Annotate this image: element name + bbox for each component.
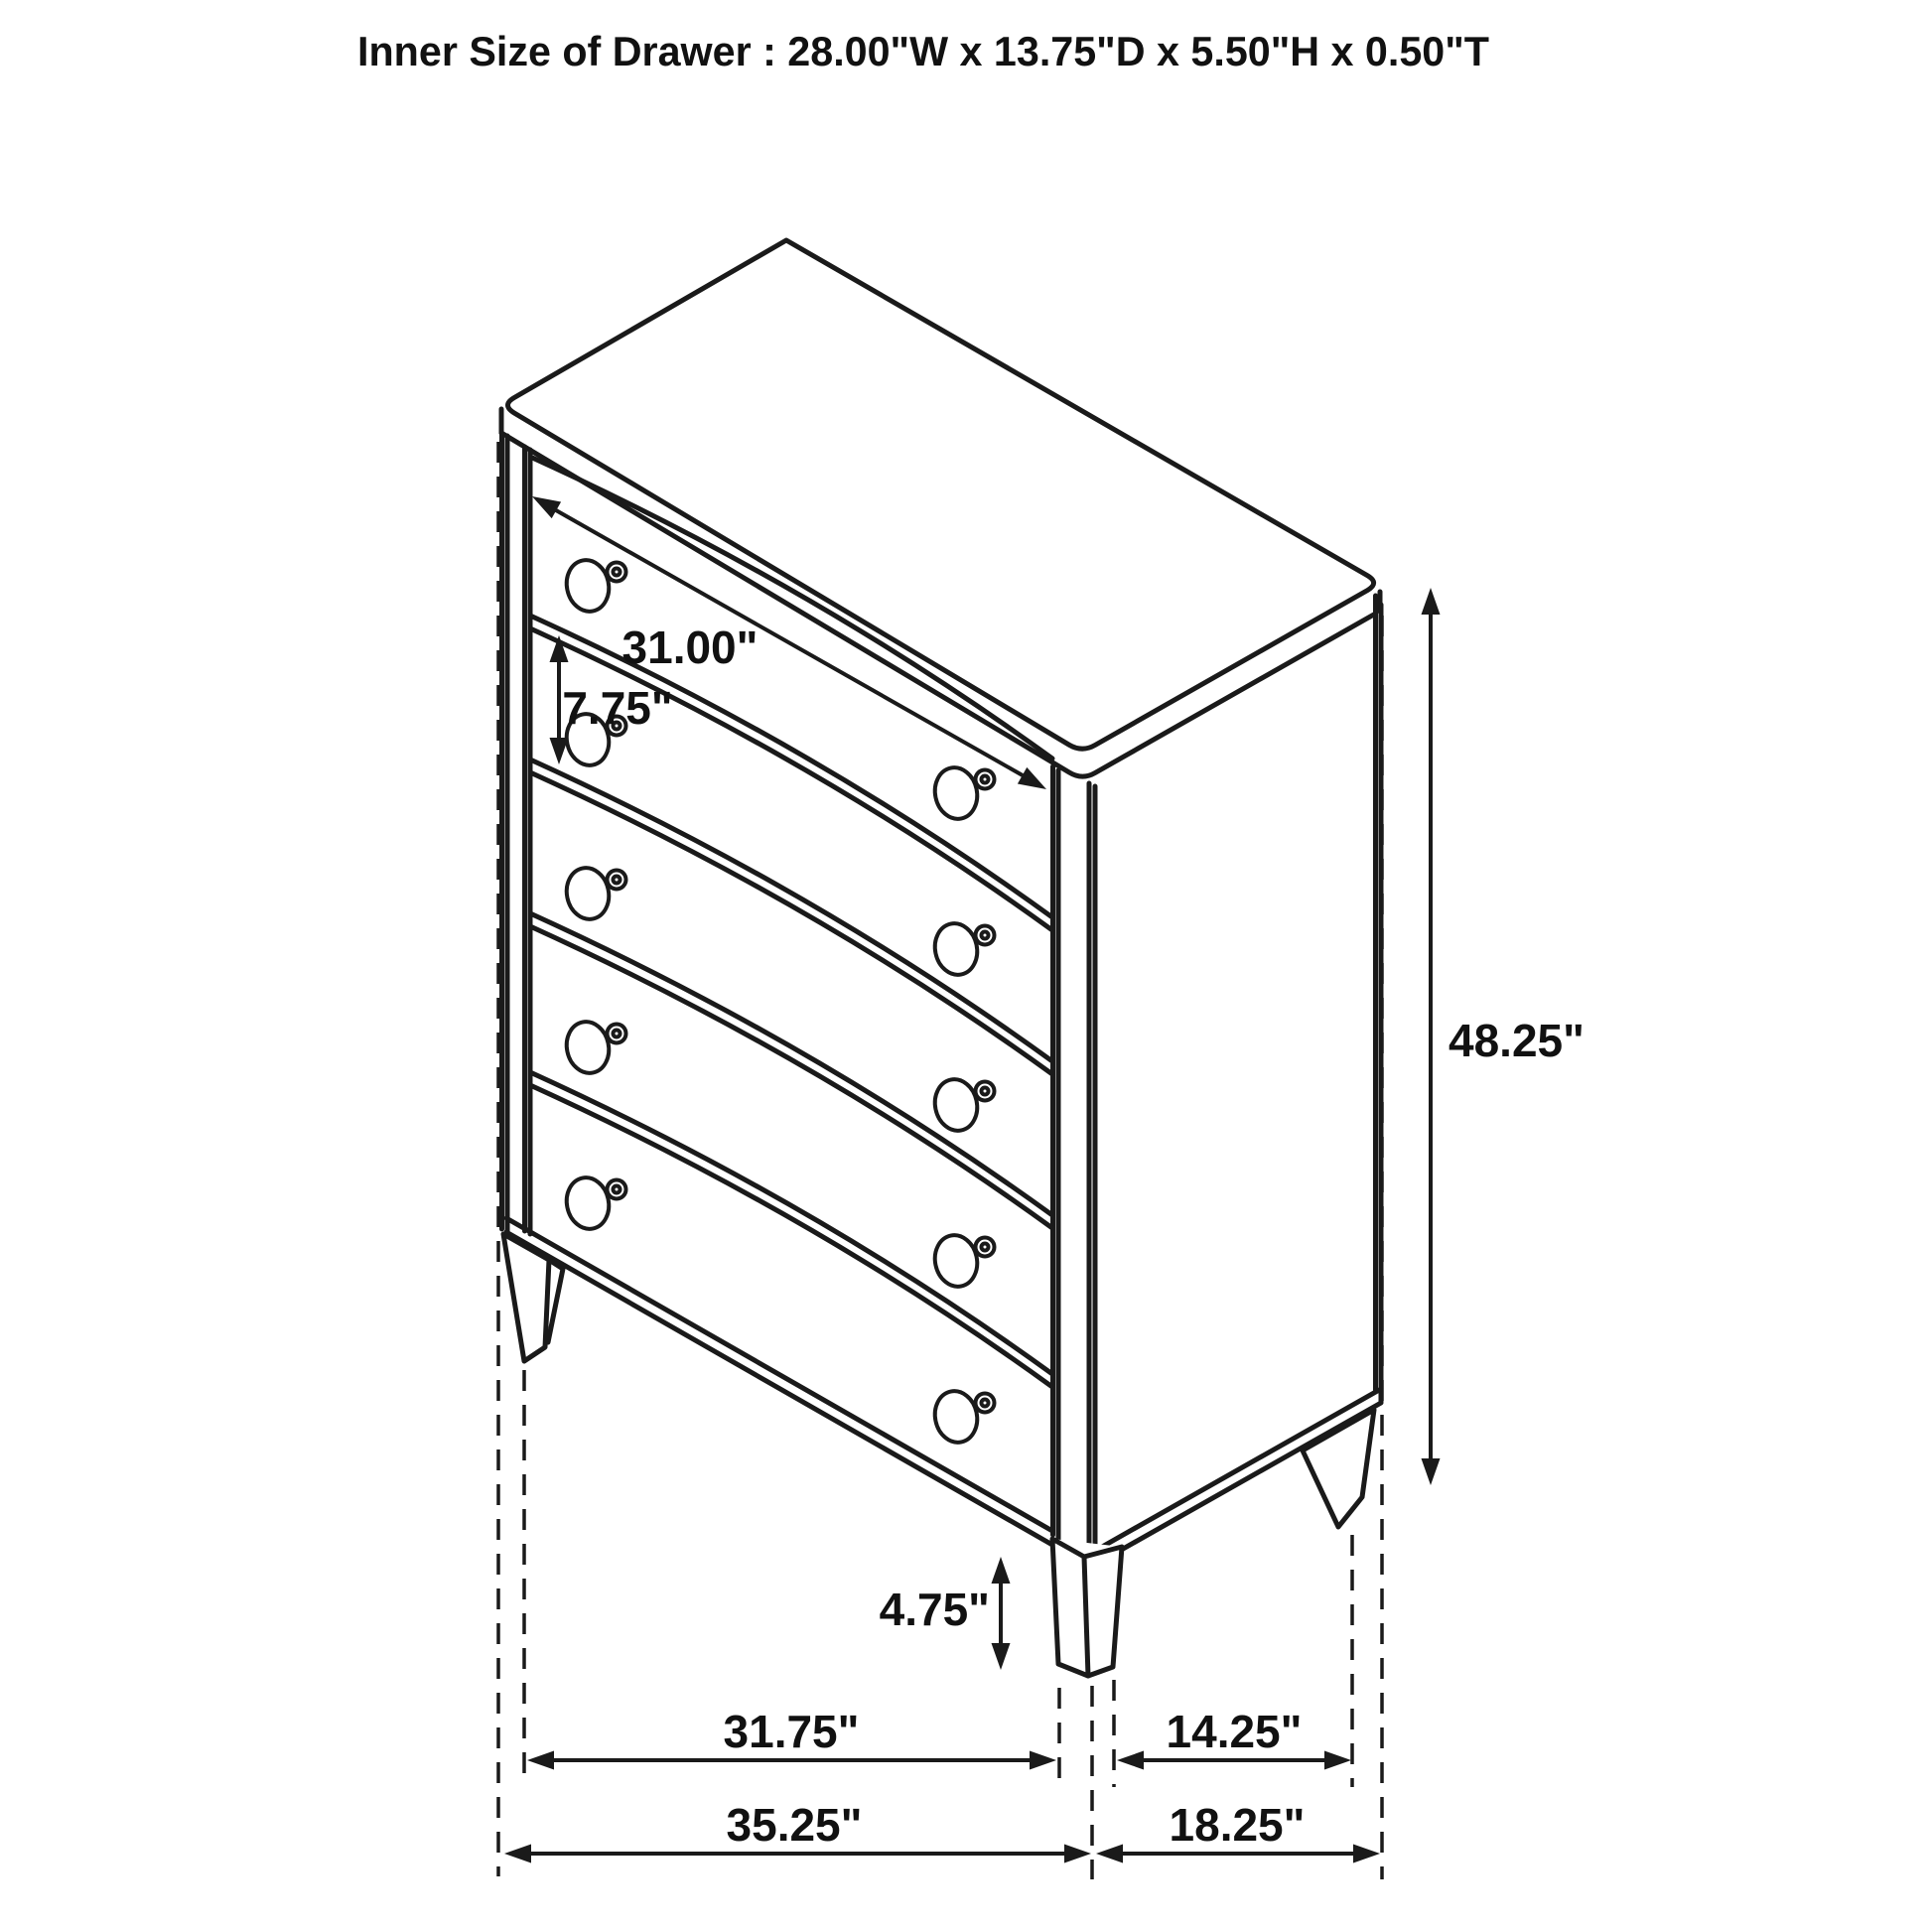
- side-panel: [1376, 596, 1382, 1402]
- page-title: Inner Size of Drawer : 28.00"W x 13.75"D x 5.50"H x 0.50"T: [357, 28, 1490, 74]
- dimension-overall-depth: [1096, 1799, 1380, 1863]
- overall-width-label: 35.25": [726, 1799, 863, 1851]
- right-stile: [1053, 766, 1096, 1553]
- front-right-foot: [1052, 1539, 1122, 1676]
- chest-drawing: [501, 240, 1381, 1676]
- feet-width-label: 31.75": [723, 1706, 860, 1757]
- drawer-width-label: 31.00": [621, 621, 759, 673]
- dimension-overall-height: [1422, 588, 1585, 1485]
- overall-height-label: 48.25": [1449, 1015, 1585, 1066]
- dimension-feet-width: [527, 1706, 1056, 1770]
- overall-depth-label: 18.25": [1169, 1799, 1306, 1851]
- drawer-height-label: 7.75": [562, 682, 673, 734]
- dimension-overall-width: [504, 1799, 1091, 1863]
- leg-height-label: 4.75": [879, 1584, 990, 1635]
- feet-depth-label: 14.25": [1166, 1706, 1303, 1757]
- dimension-leg-height: [880, 1557, 1011, 1670]
- dimension-feet-depth: [1117, 1706, 1351, 1770]
